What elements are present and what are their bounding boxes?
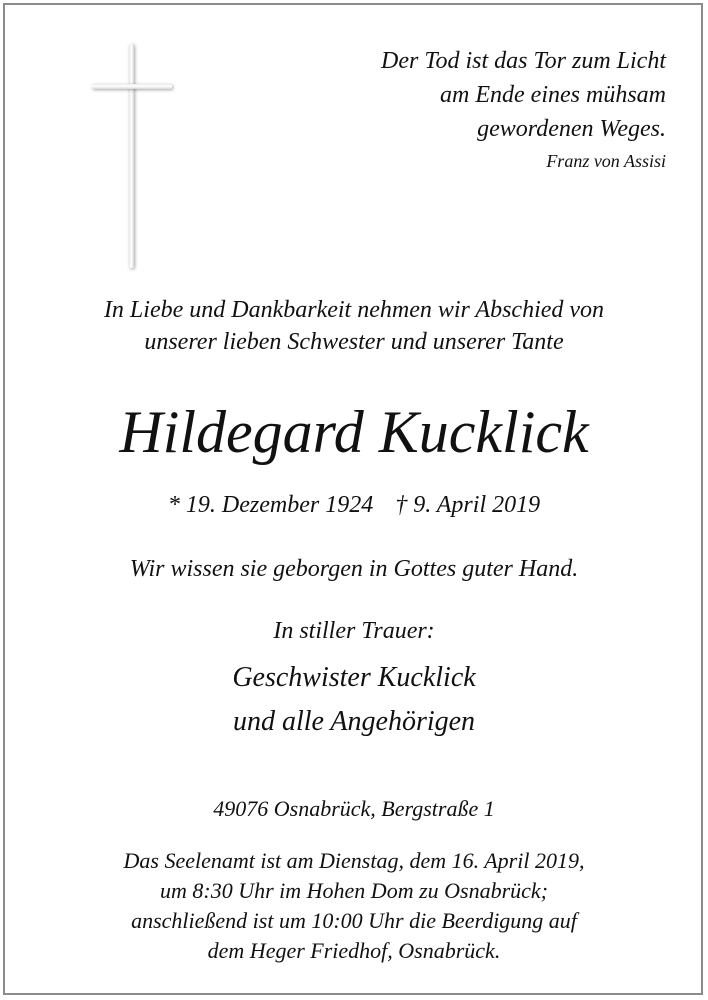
birth-date: * 19. Dezember 1924: [167, 492, 374, 518]
service-info: [0, 846, 708, 966]
intro-line: In Liebe und Dankbarkeit nehmen wir Abschied von: [103, 297, 605, 323]
cross-horizontal-beam: [92, 84, 172, 89]
intro-text: [0, 294, 708, 358]
death-date: † 9. April 2019: [395, 492, 541, 518]
mourning-label: In stiller Trauer:: [273, 618, 435, 644]
mourner: Geschwister Kucklick: [232, 662, 476, 693]
deceased-name: Hildegard Kucklick: [119, 399, 589, 465]
cross-icon: [92, 44, 174, 268]
quote-line: gewordenen Weges.: [477, 116, 666, 142]
address: 49076 Osnabrück, Bergstraße 1: [213, 796, 495, 821]
quote-line: am Ende eines mühsam: [440, 82, 666, 108]
service-line: dem Heger Friedhof, Osnabrück.: [207, 938, 501, 963]
cross-vertical-beam: [129, 44, 134, 268]
service-line: anschließend ist um 10:00 Uhr die Beerdigung auf: [131, 908, 577, 933]
quote-line: Der Tod ist das Tor zum Licht: [381, 48, 666, 74]
quote-author: Franz von Assisi: [546, 151, 666, 171]
quote-block: [246, 44, 666, 176]
mourners-list: [0, 656, 708, 744]
life-dates: [0, 488, 708, 522]
service-line: Das Seelenamt ist am Dienstag, dem 16. April 2019,: [123, 848, 585, 873]
service-line: um 8:30 Uhr im Hohen Dom zu Osnabrück;: [159, 878, 549, 903]
mourner: und alle Angehörigen: [232, 706, 476, 737]
comfort-line: Wir wissen sie geborgen in Gottes guter Hand.: [129, 556, 579, 582]
intro-line: unserer lieben Schwester und unserer Tante: [144, 329, 564, 355]
